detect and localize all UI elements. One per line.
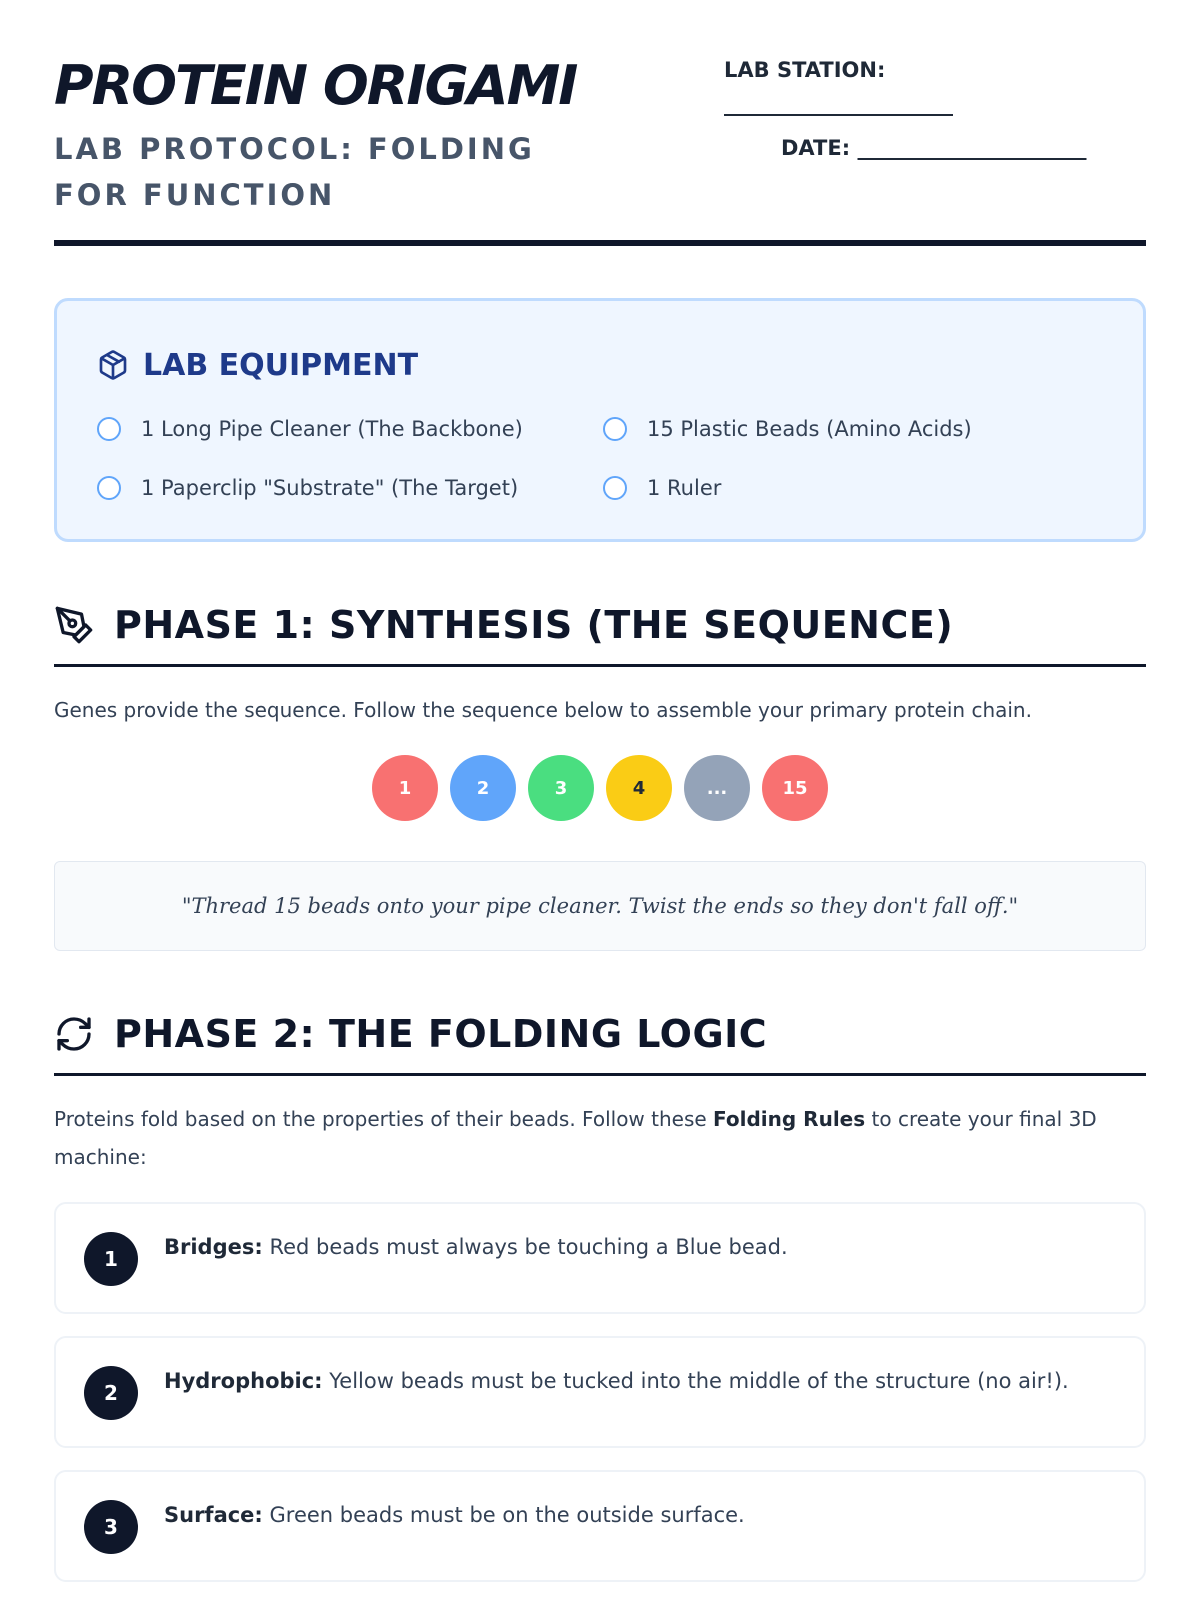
equipment-item[interactable] bbox=[97, 411, 603, 447]
rule-card bbox=[54, 1470, 1146, 1582]
phase-1-heading bbox=[54, 598, 1146, 667]
box-icon bbox=[97, 349, 129, 381]
date-blank[interactable]: ________________________ bbox=[857, 136, 1086, 160]
checkbox-circle-icon[interactable] bbox=[97, 417, 121, 441]
header bbox=[54, 56, 1146, 246]
rule-text bbox=[164, 1232, 1114, 1262]
bead: 15 bbox=[762, 755, 828, 821]
rule-term: Bridges: bbox=[164, 1235, 263, 1259]
equipment-checklist bbox=[97, 411, 1103, 506]
phase-2-intro bbox=[54, 1100, 1146, 1176]
equipment-item[interactable] bbox=[97, 470, 603, 506]
equipment-item-label: 15 Plastic Beads (Amino Acids) bbox=[647, 417, 972, 441]
intro-text: to create your final 3D machine: bbox=[54, 1107, 1097, 1169]
rule-number-badge: 2 bbox=[84, 1366, 138, 1420]
folding-rules-list bbox=[54, 1202, 1146, 1582]
equipment-item-label: 1 Long Pipe Cleaner (The Backbone) bbox=[141, 417, 523, 441]
rule-description: Green beads must be on the outside surface. bbox=[262, 1503, 745, 1527]
phase-2-section bbox=[54, 1007, 1146, 1582]
equipment-item-label: 1 Ruler bbox=[647, 476, 722, 500]
bead: ... bbox=[684, 755, 750, 821]
checkbox-circle-icon[interactable] bbox=[603, 417, 627, 441]
equipment-title: LAB EQUIPMENT bbox=[143, 347, 419, 383]
date-label: DATE: bbox=[781, 136, 851, 160]
phase-1-intro: Genes provide the sequence. Follow the sequence below to assemble your primary protein chain. bbox=[54, 698, 1032, 722]
pen-tool-icon bbox=[54, 605, 94, 645]
rule-text bbox=[164, 1500, 1114, 1530]
rule-number-badge: 3 bbox=[84, 1500, 138, 1554]
page-subtitle: LAB PROTOCOL: FOLDING FOR FUNCTION bbox=[54, 132, 535, 212]
rule-number-badge: 1 bbox=[84, 1232, 138, 1286]
rule-card bbox=[54, 1202, 1146, 1314]
instruction-quote-box bbox=[54, 861, 1146, 951]
header-divider bbox=[54, 240, 1146, 246]
rule-description: Red beads must always be touching a Blue bead. bbox=[262, 1235, 788, 1259]
phase-2-heading bbox=[54, 1007, 1146, 1076]
folding-rules-emphasis: Folding Rules bbox=[713, 1107, 866, 1131]
rule-term: Hydrophobic: bbox=[164, 1369, 323, 1393]
refresh-icon bbox=[54, 1014, 94, 1054]
lab-station-blank[interactable]: ________________________ bbox=[724, 92, 952, 116]
equipment-item[interactable] bbox=[603, 470, 1083, 506]
rule-term: Surface: bbox=[164, 1503, 263, 1527]
phase-1-section bbox=[54, 598, 1146, 951]
equipment-header bbox=[97, 345, 1103, 385]
bead: 2 bbox=[450, 755, 516, 821]
bead: 3 bbox=[528, 755, 594, 821]
bead-sequence bbox=[54, 755, 1146, 821]
instruction-quote: "Thread 15 beads onto your pipe cleaner. Twist the ends so they don't fall off." bbox=[181, 894, 1019, 918]
date-field bbox=[781, 136, 1085, 160]
page-title: PROTEIN ORIGAMI bbox=[54, 54, 577, 117]
phase-2-title: PHASE 2: THE FOLDING LOGIC bbox=[114, 1012, 768, 1056]
bead: 4 bbox=[606, 755, 672, 821]
intro-text: Proteins fold based on the properties of their beads. Follow these bbox=[54, 1107, 714, 1131]
equipment-item[interactable] bbox=[603, 411, 1083, 447]
equipment-item-label: 1 Paperclip "Substrate" (The Target) bbox=[141, 476, 519, 500]
phase-1-title: PHASE 1: SYNTHESIS (THE SEQUENCE) bbox=[114, 603, 954, 647]
checkbox-circle-icon[interactable] bbox=[603, 476, 627, 500]
rule-card bbox=[54, 1336, 1146, 1448]
equipment-panel bbox=[54, 298, 1146, 542]
checkbox-circle-icon[interactable] bbox=[97, 476, 121, 500]
rule-text bbox=[164, 1366, 1114, 1396]
lab-station-label: LAB STATION: bbox=[724, 58, 886, 82]
rule-description: Yellow beads must be tucked into the middle of the structure (no air!). bbox=[322, 1369, 1069, 1393]
bead: 1 bbox=[372, 755, 438, 821]
